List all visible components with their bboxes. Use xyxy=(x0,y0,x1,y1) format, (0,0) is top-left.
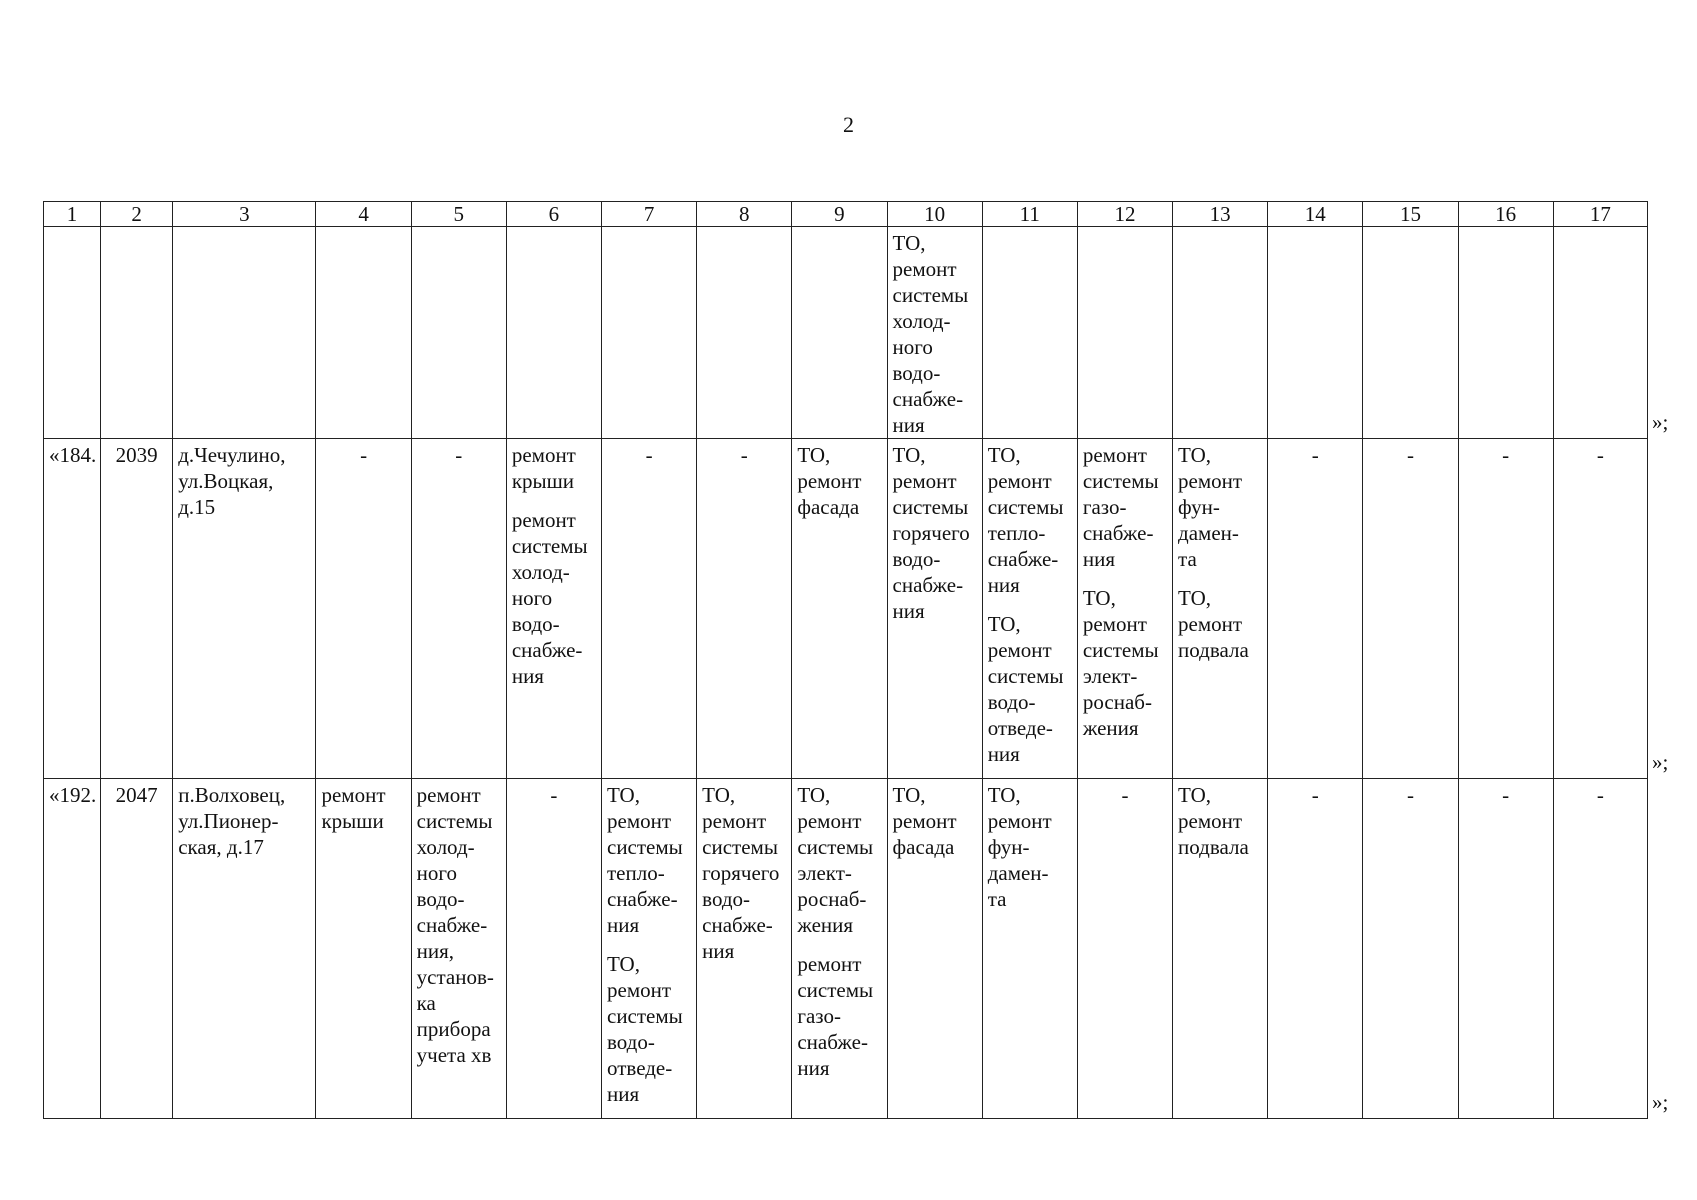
cell-col-13 xyxy=(1173,227,1268,439)
row-end-mark: »; xyxy=(1652,410,1669,434)
cell-col-5: - xyxy=(411,439,506,779)
cell-col-6 xyxy=(506,227,601,439)
work-item: ТО, ремонт системы элект- роснаб- жения xyxy=(1082,586,1159,740)
cell-col-11 xyxy=(982,779,1077,1119)
work-item: ремонт системы газо- снабже- ния xyxy=(1082,443,1159,571)
column-number: 2 xyxy=(101,202,173,227)
work-item: ТО, ремонт фасада xyxy=(797,443,862,519)
cell-col-15: - xyxy=(1363,779,1458,1119)
column-number: 13 xyxy=(1173,202,1268,227)
work-item: ТО, ремонт системы холод- ного водо- снабже- ния xyxy=(892,231,969,437)
page-number: 2 xyxy=(843,112,854,137)
work-item: ТО, ремонт системы горячего водо- снабже- ния xyxy=(892,443,970,623)
cell-col-16 xyxy=(1458,227,1553,439)
work-item: ТО, ремонт подвала xyxy=(1178,586,1249,662)
cell-col-9 xyxy=(792,227,887,439)
cell-col-13 xyxy=(1173,439,1268,779)
cell-col-12 xyxy=(1077,439,1172,779)
column-number: 6 xyxy=(506,202,601,227)
cell-col-2: 2047 xyxy=(101,779,173,1119)
cell-col-14: - xyxy=(1268,779,1363,1119)
cell-col-12 xyxy=(1077,227,1172,439)
repair-schedule-table xyxy=(43,201,1648,1119)
cell-col-3: п.Волховец, ул.Пионер- ская, д.17 xyxy=(173,779,316,1119)
cell-col-8 xyxy=(697,227,792,439)
column-number: 17 xyxy=(1553,202,1647,227)
work-item: ТО, ремонт системы тепло- снабже- ния xyxy=(607,783,683,937)
work-item: ТО, ремонт системы водо- отведе- ния xyxy=(987,612,1064,766)
work-item: ТО, ремонт системы горячего водо- снабже- ния xyxy=(702,783,780,963)
table-row xyxy=(44,439,1648,779)
column-number: 12 xyxy=(1077,202,1172,227)
cell-col-13 xyxy=(1173,779,1268,1119)
cell-col-16: - xyxy=(1458,779,1553,1119)
cell-col-4 xyxy=(316,227,411,439)
work-item: ремонт системы холод- ного водо- снабже- ния, установ- ка прибора учета хв xyxy=(416,783,494,1067)
column-number: 11 xyxy=(982,202,1077,227)
column-number: 16 xyxy=(1458,202,1553,227)
work-item: ремонт крыши xyxy=(511,443,576,493)
work-item: ТО, ремонт системы тепло- снабже- ния xyxy=(987,443,1064,597)
work-item: ТО, ремонт системы водо- отведе- ния xyxy=(607,952,683,1106)
column-number: 4 xyxy=(316,202,411,227)
column-number: 8 xyxy=(697,202,792,227)
cell-col-4 xyxy=(316,779,411,1119)
work-item: ТО, ремонт подвала xyxy=(1178,783,1249,859)
cell-col-15 xyxy=(1363,227,1458,439)
cell-col-15: - xyxy=(1363,439,1458,779)
cell-col-2 xyxy=(101,227,173,439)
cell-col-10 xyxy=(887,779,982,1119)
cell-col-14 xyxy=(1268,227,1363,439)
column-number: 9 xyxy=(792,202,887,227)
cell-col-4: - xyxy=(316,439,411,779)
work-item: ТО, ремонт фун- дамен- та xyxy=(1178,443,1243,571)
column-number: 10 xyxy=(887,202,982,227)
cell-col-17: - xyxy=(1553,439,1647,779)
table-row xyxy=(44,779,1648,1119)
cell-col-8 xyxy=(697,779,792,1119)
cell-col-5 xyxy=(411,227,506,439)
work-item: ремонт системы газо- снабже- ния xyxy=(797,952,874,1080)
cell-col-3 xyxy=(173,227,316,439)
work-item: ТО, ремонт фун- дамен- та xyxy=(987,783,1052,911)
cell-col-5 xyxy=(411,779,506,1119)
cell-col-11 xyxy=(982,439,1077,779)
cell-col-2: 2039 xyxy=(101,439,173,779)
column-number: 14 xyxy=(1268,202,1363,227)
row-end-mark: »; xyxy=(1652,750,1669,774)
column-number: 7 xyxy=(602,202,697,227)
work-item: ТО, ремонт системы элект- роснаб- жения xyxy=(797,783,874,937)
cell-col-1: «192. xyxy=(44,779,101,1119)
work-item: ремонт системы холод- ного водо- снабже- ния xyxy=(511,508,588,688)
cell-col-6: - xyxy=(506,779,601,1119)
column-number: 1 xyxy=(44,202,101,227)
cell-col-9 xyxy=(792,779,887,1119)
column-number: 3 xyxy=(173,202,316,227)
cell-col-7 xyxy=(602,779,697,1119)
cell-col-9 xyxy=(792,439,887,779)
cell-col-17 xyxy=(1553,227,1647,439)
cell-col-8: - xyxy=(697,439,792,779)
cell-col-10 xyxy=(887,227,982,439)
cell-col-3: д.Чечулино, ул.Воцкая, д.15 xyxy=(173,439,316,779)
cell-col-7: - xyxy=(602,439,697,779)
cell-col-16: - xyxy=(1458,439,1553,779)
cell-col-11 xyxy=(982,227,1077,439)
row-end-mark: »; xyxy=(1652,1090,1669,1114)
column-number: 15 xyxy=(1363,202,1458,227)
work-item: ТО, ремонт фасада xyxy=(892,783,957,859)
cell-col-6 xyxy=(506,439,601,779)
cell-col-10 xyxy=(887,439,982,779)
column-number: 5 xyxy=(411,202,506,227)
cell-col-1 xyxy=(44,227,101,439)
column-number-row xyxy=(44,202,1648,227)
work-item: ремонт крыши xyxy=(321,783,386,833)
cell-col-14: - xyxy=(1268,439,1363,779)
cell-col-17: - xyxy=(1553,779,1647,1119)
cell-col-7 xyxy=(602,227,697,439)
cell-col-1: «184. xyxy=(44,439,101,779)
table-row xyxy=(44,227,1648,439)
cell-col-12: - xyxy=(1077,779,1172,1119)
